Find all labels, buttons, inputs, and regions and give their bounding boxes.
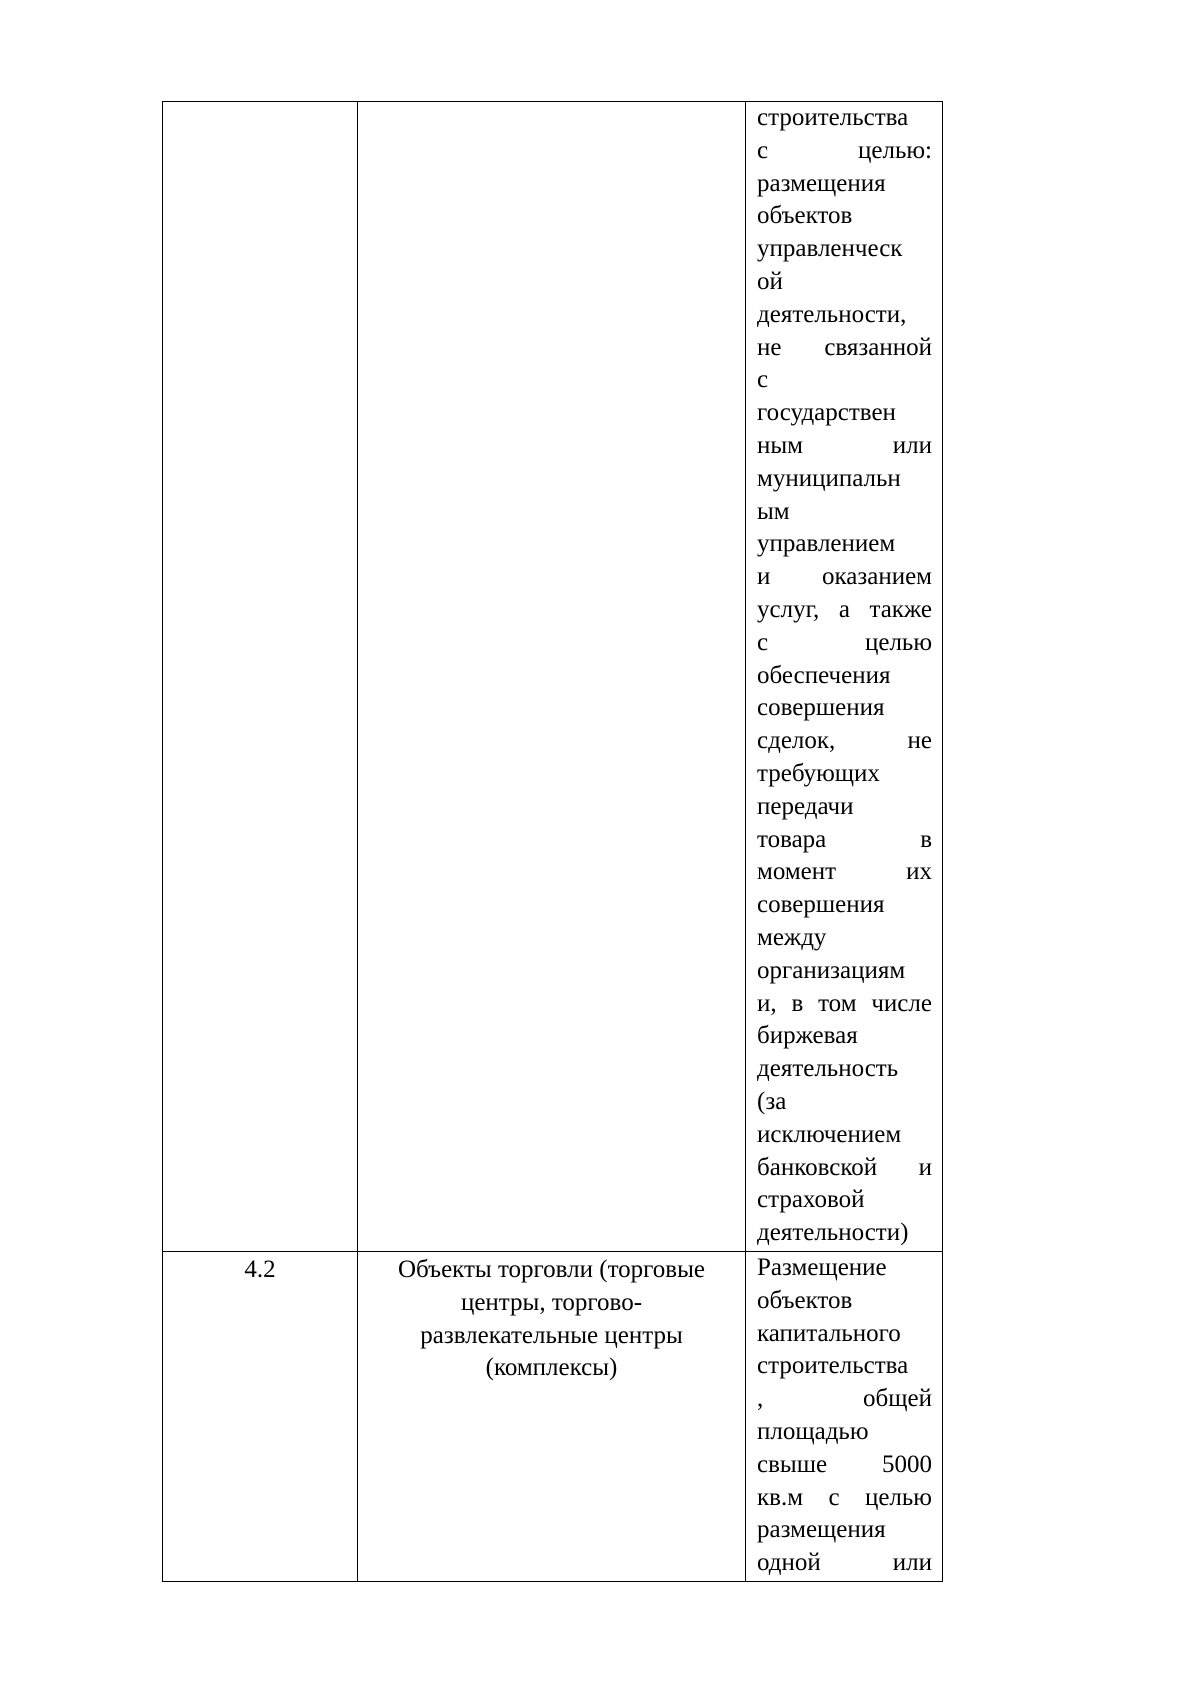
text-line <box>757 299 932 332</box>
word: целью <box>864 628 932 656</box>
table-row <box>163 102 943 1252</box>
code-cell <box>163 102 358 1252</box>
word: управлением <box>757 530 896 558</box>
text-line <box>757 1217 932 1250</box>
word: между <box>757 923 827 951</box>
word: числе <box>871 989 932 1017</box>
text-line <box>757 1318 932 1351</box>
text-line <box>757 561 932 594</box>
word: том <box>818 989 857 1017</box>
text-line <box>757 791 932 824</box>
text-line <box>757 528 932 561</box>
text-line <box>757 824 932 857</box>
land-use-table <box>162 101 943 1582</box>
code-cell: 4.2 <box>163 1252 358 1582</box>
text-line <box>757 1152 932 1185</box>
text-line <box>757 955 932 988</box>
text-line <box>757 758 932 791</box>
word: и <box>757 563 771 591</box>
word: не <box>757 333 782 361</box>
word: сделок, <box>757 727 836 755</box>
text-line <box>757 922 932 955</box>
text-line <box>757 660 932 693</box>
text-line: Объекты торговли (торговые <box>397 1256 706 1283</box>
table-row <box>163 1252 943 1582</box>
text-line <box>757 135 932 168</box>
word: управленческ <box>757 235 903 263</box>
word: с <box>828 1483 840 1511</box>
word: кв.м <box>757 1483 804 1511</box>
word: в <box>791 989 804 1017</box>
word: размещения <box>757 169 886 197</box>
word: целью: <box>858 136 932 164</box>
word: размещения <box>757 1516 886 1544</box>
word: передачи <box>757 792 854 820</box>
word: 5000 <box>882 1450 932 1478</box>
word: общей <box>863 1385 932 1413</box>
text-line <box>757 594 932 627</box>
word: Размещение <box>757 1254 887 1281</box>
word: совершения <box>757 891 885 919</box>
word: момент <box>757 858 837 886</box>
text-line <box>757 1053 932 1086</box>
word: оказанием <box>821 563 932 591</box>
text-line <box>757 725 932 758</box>
text-line: развлекательные центры <box>420 1321 683 1349</box>
text-line: центры, торгово- <box>460 1288 643 1316</box>
text-line <box>757 1184 932 1217</box>
word: биржевая <box>757 1022 858 1050</box>
text-line <box>757 102 932 135</box>
word: свыше <box>757 1450 828 1478</box>
word: объектов <box>757 1286 853 1314</box>
word: объектов <box>757 202 853 230</box>
word: их <box>906 858 932 886</box>
text-line <box>757 1119 932 1152</box>
word: капитального <box>757 1319 901 1347</box>
text-line <box>757 463 932 496</box>
word: банковской <box>757 1153 878 1181</box>
word: товара <box>757 825 827 853</box>
word: (за <box>757 1087 787 1115</box>
word: и <box>918 1153 932 1181</box>
word: в <box>920 825 932 853</box>
word: а <box>838 595 850 623</box>
text-line <box>757 1514 932 1547</box>
text-line <box>757 1547 932 1580</box>
word: и, <box>757 989 777 1017</box>
word: муниципальн <box>757 464 901 492</box>
word: , <box>757 1385 764 1413</box>
word: государствен <box>757 399 896 427</box>
name-cell <box>358 102 746 1252</box>
word: услуг, <box>757 595 820 623</box>
text-line <box>757 1383 932 1416</box>
word: или <box>892 431 932 459</box>
text-line <box>757 266 932 299</box>
text-line <box>757 1252 932 1285</box>
text-line <box>757 988 932 1021</box>
text-line <box>757 200 932 233</box>
text-line <box>757 1086 932 1119</box>
text-line: (комплексы) <box>485 1354 618 1382</box>
name-cell <box>358 1252 746 1582</box>
text-line <box>757 233 932 266</box>
word: площадью <box>757 1417 869 1445</box>
text-line <box>757 397 932 430</box>
word: строительства <box>757 1352 909 1380</box>
text-line <box>757 1285 932 1318</box>
text-line <box>757 430 932 463</box>
text-line <box>757 692 932 725</box>
text-line <box>757 1350 932 1383</box>
description-cell <box>746 102 943 1252</box>
word: с <box>757 366 769 394</box>
word: целью <box>864 1483 932 1511</box>
text-line <box>757 168 932 201</box>
word: страховой <box>757 1186 865 1214</box>
word: деятельности) <box>757 1219 909 1247</box>
word: деятельность <box>757 1055 899 1083</box>
word: деятельности, <box>757 300 907 328</box>
text-line <box>757 1449 932 1482</box>
word: совершения <box>757 694 885 722</box>
word: организациям <box>757 956 906 984</box>
word: также <box>869 595 932 623</box>
text-line <box>757 1416 932 1449</box>
word: не <box>907 727 932 755</box>
text-line <box>757 364 932 397</box>
word: одной <box>757 1549 821 1577</box>
word: с <box>757 628 769 656</box>
text-line <box>757 889 932 922</box>
word: исключением <box>757 1120 902 1148</box>
text-line <box>757 1482 932 1515</box>
description-cell <box>746 1252 943 1582</box>
text-line <box>757 627 932 660</box>
word: с <box>757 136 769 164</box>
text-line <box>757 332 932 365</box>
word: связанной <box>824 333 932 361</box>
word: строительства <box>757 104 909 131</box>
text-line <box>757 856 932 889</box>
word: ым <box>757 497 790 525</box>
word: обеспечения <box>757 661 891 689</box>
text-line <box>757 496 932 529</box>
text-line <box>757 1020 932 1053</box>
word: требующих <box>757 759 880 787</box>
word: ой <box>757 267 783 295</box>
word: или <box>892 1549 932 1577</box>
word: ным <box>757 431 803 459</box>
